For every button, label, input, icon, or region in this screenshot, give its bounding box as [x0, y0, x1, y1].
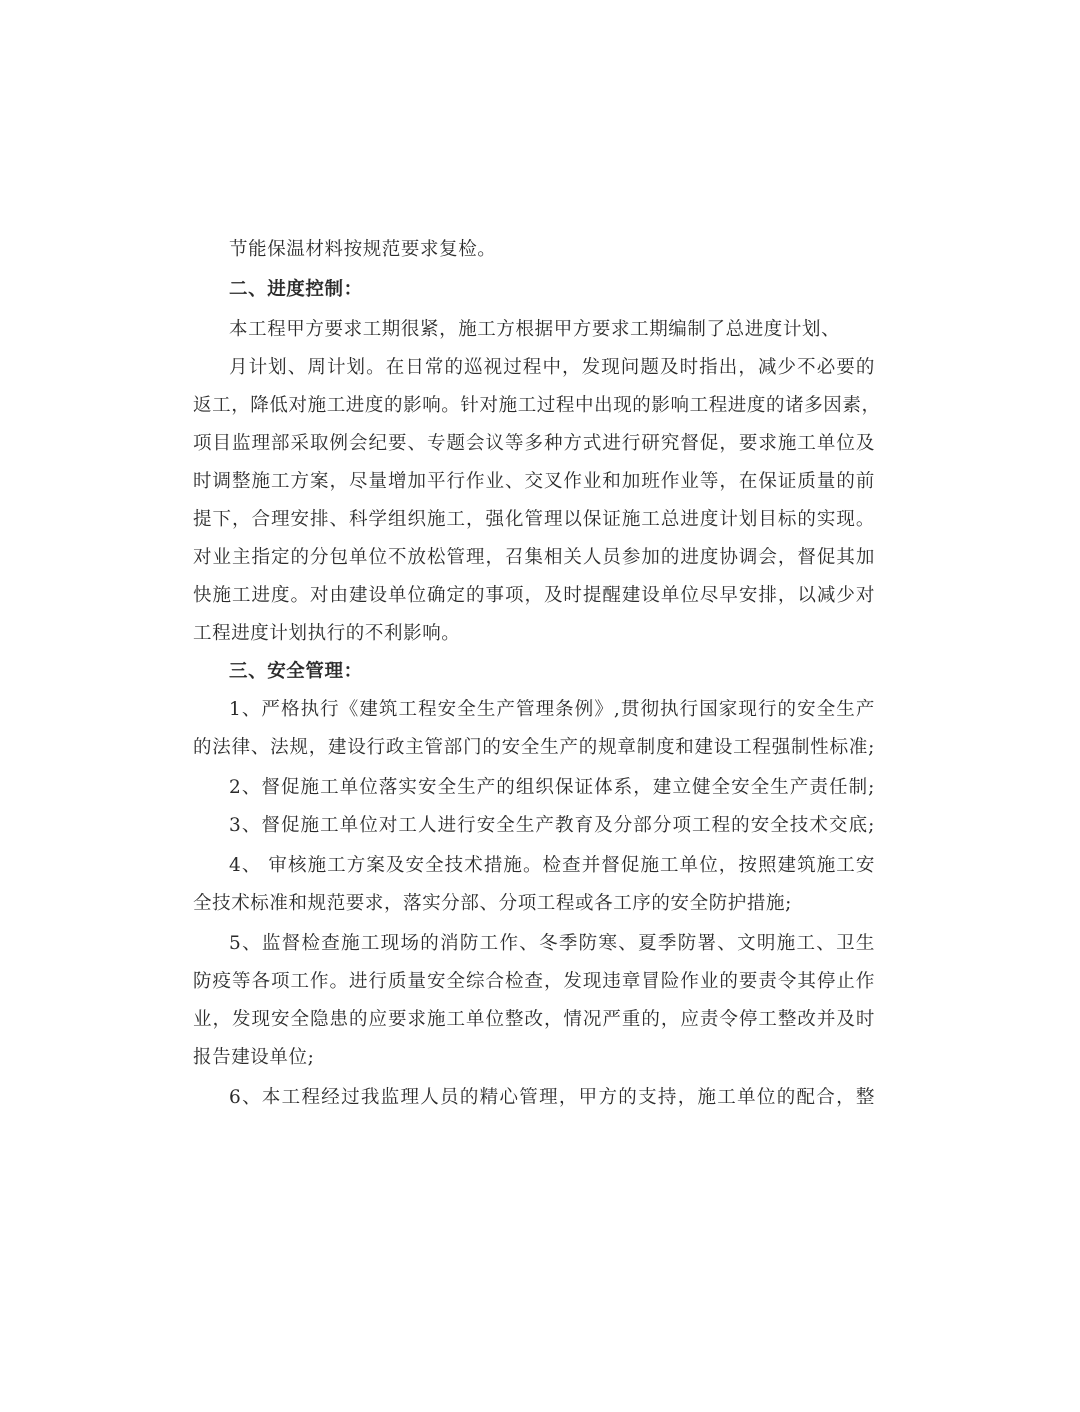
body-text-line: 5、监督检查施工现场的消防工作、冬季防寒、夏季防署、文明施工、卫生: [229, 933, 875, 954]
body-text-line: 的法律、法规，建设行政主管部门的安全生产的规章制度和建设工程强制性标准;: [193, 737, 875, 758]
body-text-line: 对业主指定的分包单位不放松管理，召集相关人员参加的进度协调会，督促其加: [193, 547, 875, 568]
body-text-line: 2、督促施工单位落实安全生产的组织保证体系，建立健全安全生产责任制;: [229, 777, 875, 798]
body-text-line: 3、督促施工单位对工人进行安全生产教育及分部分项工程的安全技术交底;: [229, 815, 875, 836]
body-text-line: 月计划、周计划。在日常的巡视过程中，发现问题及时指出，减少不必要的: [229, 357, 875, 378]
body-text-line: 提下，合理安排、科学组织施工，强化管理以保证施工总进度计划目标的实现。: [193, 509, 875, 530]
section-heading: 二、进度控制：: [229, 279, 363, 300]
body-text-line: 返工，降低对施工进度的影响。针对施工过程中出现的影响工程进度的诸多因素，: [193, 395, 881, 416]
body-text-line: 快施工进度。对由建设单位确定的事项，及时提醒建设单位尽早安排，以减少对: [193, 585, 875, 606]
body-text-line: 本工程甲方要求工期很紧，施工方根据甲方要求工期编制了总进度计划、: [229, 319, 841, 340]
body-text-line: 全技术标准和规范要求，落实分部、分项工程或各工序的安全防护措施;: [193, 893, 792, 914]
body-text-line: 项目监理部采取例会纪要、专题会议等多种方式进行研究督促，要求施工单位及: [193, 433, 875, 454]
body-text-line: 6、本工程经过我监理人员的精心管理，甲方的支持，施工单位的配合，整: [229, 1087, 875, 1108]
body-text-line: 业，发现安全隐患的应要求施工单位整改，情况严重的，应责令停工整改并及时: [193, 1009, 875, 1030]
body-text-line: 时调整施工方案，尽量增加平行作业、交叉作业和加班作业等，在保证质量的前: [193, 471, 875, 492]
body-text-line: 1、严格执行《建筑工程安全生产管理条例》,贯彻执行国家现行的安全生产: [229, 699, 875, 720]
body-text-line: 报告建设单位;: [193, 1047, 315, 1068]
section-heading: 三、安全管理：: [229, 661, 363, 682]
body-text-line: 节能保温材料按规范要求复检。: [229, 239, 497, 260]
body-text-line: 4、 审核施工方案及安全技术措施。检查并督促施工单位，按照建筑施工安: [229, 855, 875, 876]
body-text-line: 工程进度计划执行的不利影响。: [193, 623, 461, 644]
body-text-line: 防疫等各项工作。进行质量安全综合检查，发现违章冒险作业的要责令其停止作: [193, 971, 875, 992]
